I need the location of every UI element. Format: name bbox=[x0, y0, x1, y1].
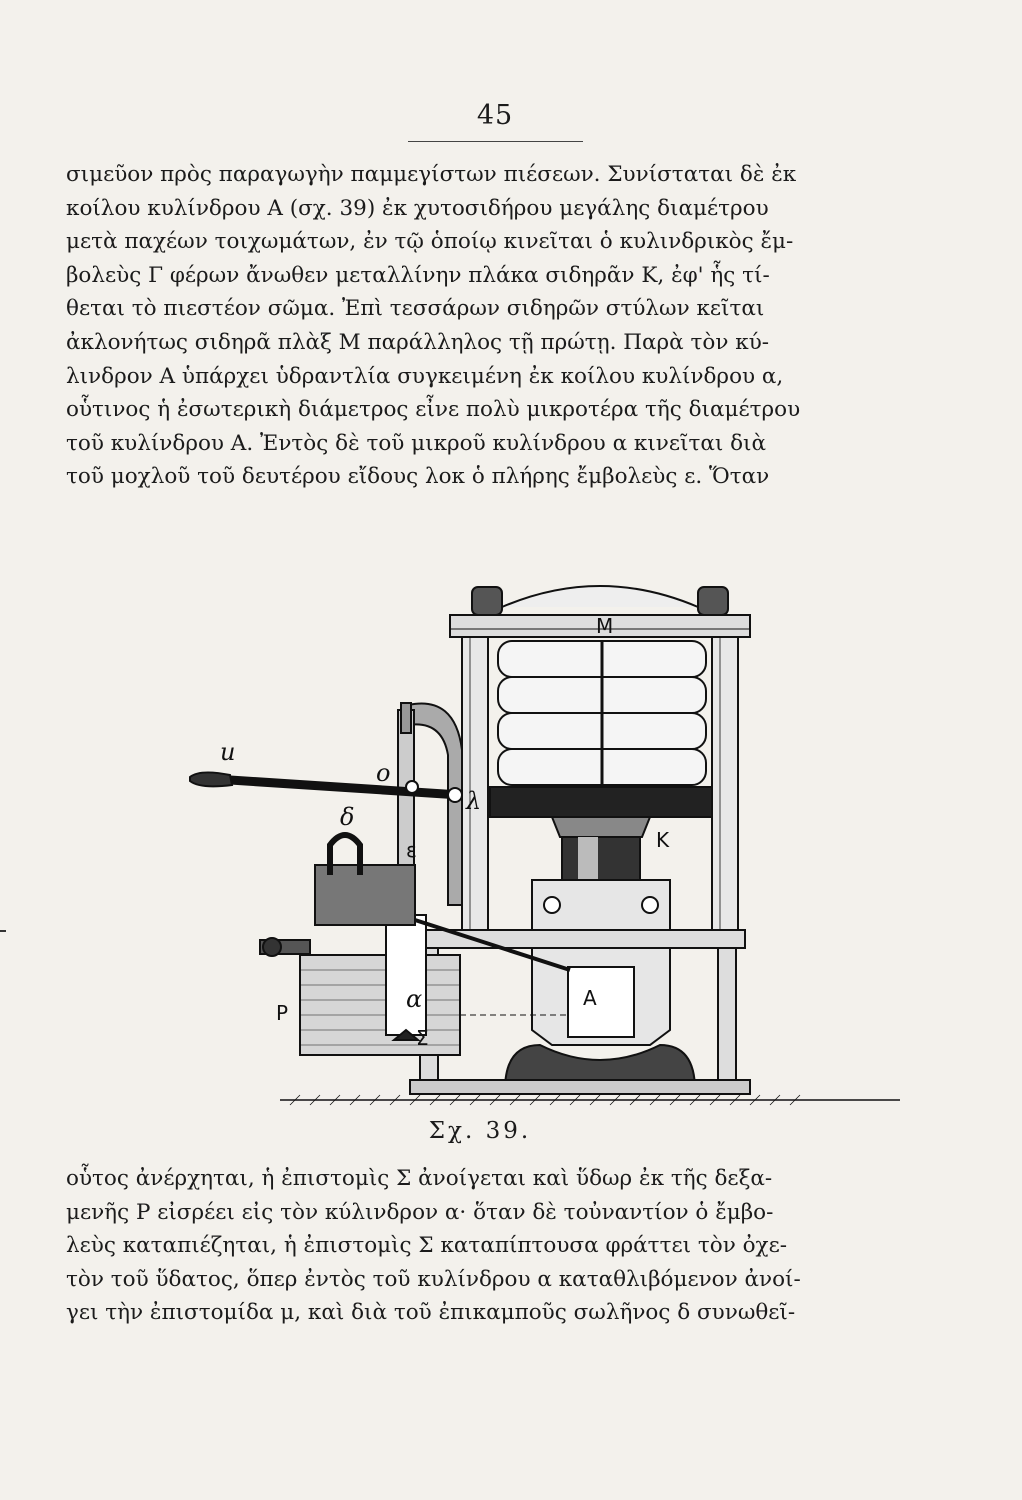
lever-handle bbox=[190, 772, 232, 786]
paragraph-top bbox=[66, 158, 876, 494]
text-line: βολεὺς Γ φέρων ἄνωθεν μεταλλίνην πλάκα σιδηρᾶν Κ, ἐφ' ἧς τί- bbox=[66, 262, 770, 288]
paragraph-bottom bbox=[66, 1162, 876, 1330]
nut-left bbox=[472, 587, 502, 615]
label-delta: δ bbox=[340, 803, 355, 831]
text-line: σιμεῦον πρὸς παραγωγὴν παμμεγίστων πιέσεων. Συνίσταται δὲ ἐκ bbox=[66, 162, 797, 187]
text-line: λινδρον Α ὑπάρχει ὑδραντλία συγκειμένη ἐκ κοίλου κυλίνδρου α, bbox=[66, 363, 784, 389]
text-line: οὗτινος ἡ ἐσωτερικὴ διάμετρος εἶνε πολὺ μικροτέρα τῆς διαμέτρου bbox=[66, 397, 801, 423]
pressed-bales bbox=[498, 641, 706, 785]
hydraulic-press-figure bbox=[180, 575, 900, 1115]
label-o: o bbox=[376, 759, 391, 787]
top-bulge bbox=[502, 586, 698, 607]
piston-capital bbox=[552, 817, 650, 837]
label-a: A bbox=[583, 986, 597, 1010]
text-line: τοῦ κυλίνδρου Α. Ἐντὸς δὲ τοῦ μικροῦ κυλίνδρου α κινεῖται διὰ bbox=[66, 430, 767, 456]
label-u: u bbox=[220, 738, 236, 766]
column-right bbox=[712, 637, 738, 937]
header-rule bbox=[408, 141, 583, 142]
text-line: γει τὴν ἐπιστομίδα μ, καὶ διὰ τοῦ ἐπικαμποῦς σωλῆνος δ συνωθεῖ- bbox=[66, 1300, 796, 1326]
label-p: P bbox=[276, 1001, 289, 1025]
page-number: 45 bbox=[476, 100, 514, 131]
pump-arm bbox=[408, 703, 462, 905]
text-line: μενῆς Ρ εἰσρέει εἰς τὸν κύλινδρον α· ὅταν δὲ τοὐναντίον ὁ ἔμβο- bbox=[66, 1199, 774, 1225]
text-line: θεται τὸ πιεστέον σῶμα. Ἐπὶ τεσσάρων σιδηρῶν στύλων κεῖται bbox=[66, 296, 765, 322]
text-line: τὸν τοῦ ὕδατος, ὅπερ ἐντὸς τοῦ κυλίνδρου α καταθλιβόμενον ἀνοί- bbox=[66, 1266, 801, 1292]
plate-k bbox=[490, 787, 712, 817]
margin-mark bbox=[0, 930, 6, 932]
nut-right bbox=[698, 587, 728, 615]
base-frame bbox=[415, 930, 745, 948]
text-line: μετὰ παχέων τοιχωμάτων, ἐν τῷ ὁποίῳ κινεῖται ὁ κυλινδρικὸς ἔμ- bbox=[66, 229, 794, 255]
label-lambda: λ bbox=[466, 787, 482, 815]
cylinder-a-inner bbox=[568, 967, 634, 1037]
label-sigma: Σ bbox=[416, 1026, 429, 1050]
text-line: λεὺς καταπιέζηται, ἡ ἐπιστομὶς Σ καταπίπτουσα φράττει τὸν ὀχε- bbox=[66, 1233, 787, 1259]
label-m: M bbox=[596, 614, 614, 638]
text-line: ἀκλονήτως σιδηρᾶ πλὰξ Μ παράλληλος τῇ πρώτῃ. Παρὰ τὸν κύ- bbox=[66, 329, 770, 355]
pump-cylinder-alpha bbox=[386, 915, 426, 1035]
text-line: κοίλου κυλίνδρου Α (σχ. 39) ἐκ χυτοσιδήρου μεγάλης διαμέτρου bbox=[66, 195, 769, 221]
text-line: οὗτος ἀνέρχηται, ἡ ἐπιστομὶς Σ ἀνοίγεται καὶ ὕδωρ ἐκ τῆς δεξα- bbox=[66, 1166, 773, 1191]
text-line: τοῦ μοχλοῦ τοῦ δευτέρου εἴδους λοκ ὁ πλήρης ἔμβολεὺς ε. Ὅταν bbox=[66, 464, 770, 490]
label-k: K bbox=[656, 828, 670, 852]
label-epsilon: ε bbox=[406, 838, 417, 862]
figure-caption: Σχ. 39. bbox=[428, 1118, 532, 1144]
lever bbox=[230, 780, 460, 795]
label-alpha: α bbox=[406, 985, 423, 1013]
